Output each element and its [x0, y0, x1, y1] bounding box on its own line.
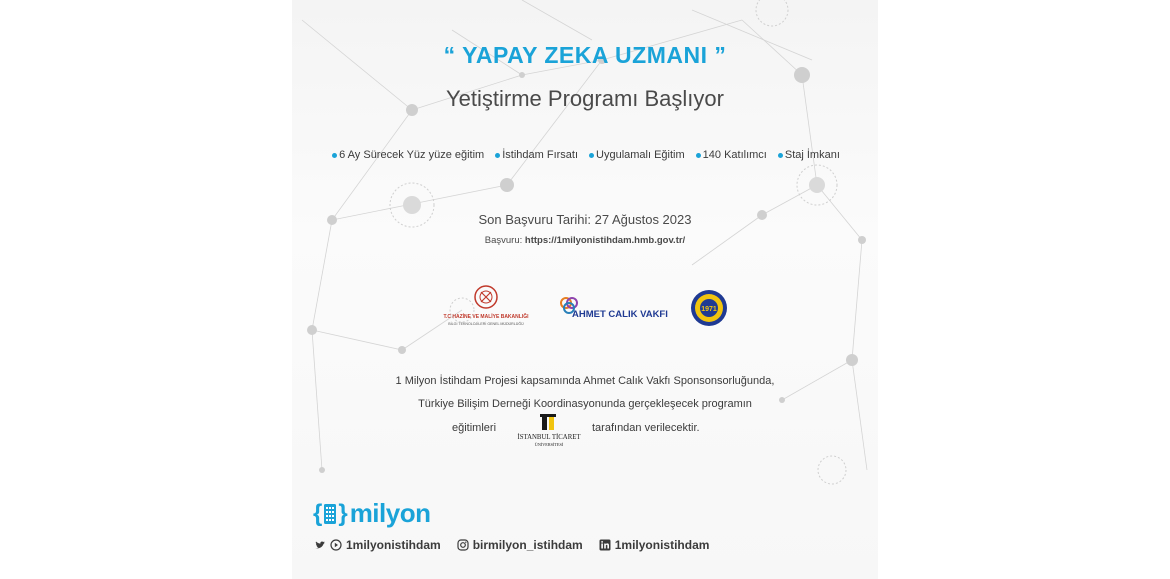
calik-logo — [558, 293, 668, 323]
program-subtitle: Yetiştirme Programı Başlıyor — [446, 86, 724, 111]
hazine-logo — [440, 284, 532, 330]
feature-item: 6 Ay Sürecek Yüz yüze eğitim — [332, 149, 484, 161]
instagram-icon — [457, 539, 469, 551]
hazine-logo-text: T.C HAZİNE VE MALİYE BAKANLIĞI — [443, 314, 529, 320]
bullet-icon — [696, 153, 701, 158]
calik-logo-text: AHMET CALIK VAKFI — [572, 309, 668, 320]
brand-name: milyon — [349, 498, 431, 528]
social-twitter-youtube[interactable] — [314, 538, 441, 552]
feature-item: 140 Katılımcı — [696, 149, 767, 161]
youtube-icon — [330, 539, 342, 551]
istanbul-ticaret-logo — [514, 414, 584, 450]
brand-close-bracket: } — [338, 499, 348, 527]
poster — [292, 0, 878, 579]
brand-open-bracket: { — [313, 499, 323, 527]
body-line-2: Türkiye Bilişim Derneği Koordinasyonunda gerçekleşecek programın — [418, 398, 752, 410]
social-handle: 1milyonistihdam — [614, 538, 710, 552]
social-handle: 1milyonistihdam — [346, 538, 441, 552]
body-line-3-start: eğitimleri — [452, 422, 497, 434]
program-title: “ YAPAY ZEKA UZMANI ” — [443, 42, 727, 68]
itu-logo-subtext: ÜNİVERSİTESİ — [534, 442, 564, 447]
feature-list — [306, 149, 866, 161]
tbd-seal-logo — [690, 289, 728, 327]
social-linkedin[interactable] — [599, 538, 710, 552]
feature-item: Staj İmkanı — [778, 149, 840, 161]
seal-year-text: 1971 — [701, 306, 717, 313]
social-handle: birmilyon_istihdam — [472, 538, 583, 552]
building-icon — [323, 503, 337, 525]
feature-item: Uygulamalı Eğitim — [589, 149, 685, 161]
bullet-icon — [332, 153, 337, 158]
social-links — [314, 538, 709, 552]
body-line-1: 1 Milyon İstihdam Projesi kapsamında Ahmet Calık Vakfı Sponsonsorluğunda, — [395, 375, 775, 387]
linkedin-icon — [599, 539, 611, 551]
social-instagram[interactable] — [457, 538, 583, 552]
deadline-text: Son Başvuru Tarihi: 27 Ağustos 2023 — [478, 212, 692, 227]
itu-logo-text: İSTANBUL TİCARET — [517, 434, 581, 441]
body-line-3-end: tarafından verilecektir. — [592, 422, 700, 434]
bullet-icon — [495, 153, 500, 158]
apply-line — [292, 235, 878, 246]
bullet-icon — [589, 153, 594, 158]
milyon-brand-logo — [313, 498, 430, 529]
hazine-logo-subtext: BİLGİ TEKNOLOJİLERİ GENEL MÜDÜRLÜĞÜ — [448, 322, 524, 326]
apply-label: Başvuru: — [484, 235, 523, 246]
apply-url-link[interactable]: https://1milyonistihdam.hmb.gov.tr/ — [524, 235, 686, 246]
bullet-icon — [778, 153, 783, 158]
feature-item: İstihdam Fırsatı — [495, 149, 578, 161]
body-line-3 — [292, 414, 878, 450]
twitter-icon — [314, 539, 326, 551]
